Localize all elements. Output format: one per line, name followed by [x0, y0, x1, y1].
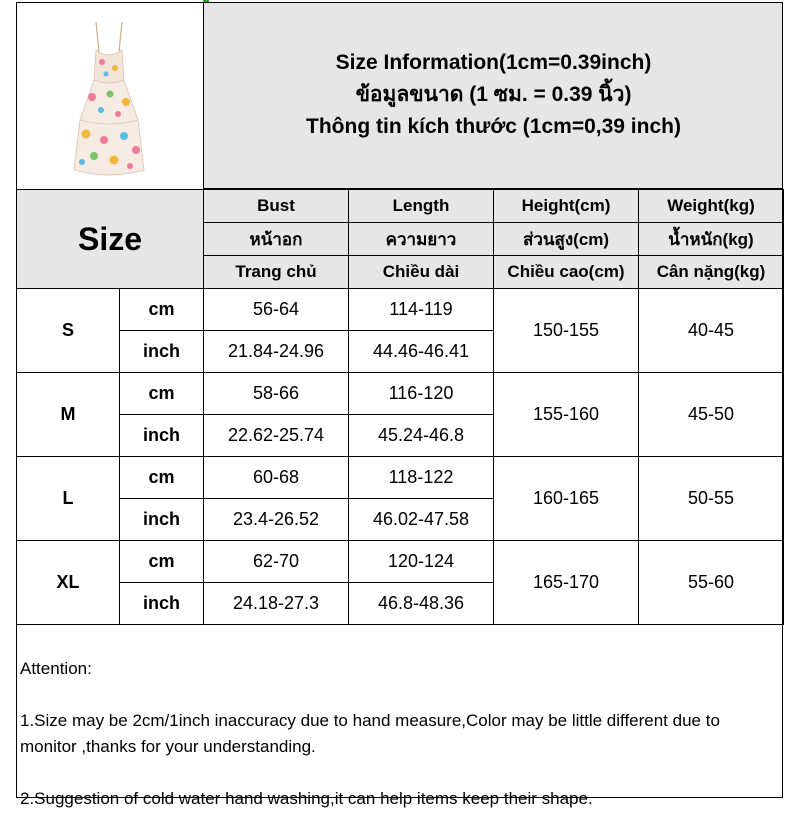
- size-column-header: Size: [17, 190, 204, 289]
- weight-header-vi: Cân nặng(kg): [639, 256, 784, 289]
- weight-header-en: Weight(kg): [639, 190, 784, 223]
- length-inch: 46.02-47.58: [349, 499, 494, 541]
- notes-line-1: 1.Size may be 2cm/1inch inaccuracy due to hand measure,Color may be little different due to monitor ,thanks for your understanding.: [20, 711, 720, 756]
- length-cm: 120-124: [349, 541, 494, 583]
- weight-range: 45-50: [639, 373, 784, 457]
- height-range: 155-160: [494, 373, 639, 457]
- height-range: 150-155: [494, 289, 639, 373]
- bust-header-en: Bust: [204, 190, 349, 223]
- bust-inch: 22.62-25.74: [204, 415, 349, 457]
- weight-header-th: น้ำหนัก(kg): [639, 223, 784, 256]
- unit-inch: inch: [120, 331, 204, 373]
- size-label: M: [17, 373, 120, 457]
- length-header-en: Length: [349, 190, 494, 223]
- height-range: 160-165: [494, 457, 639, 541]
- length-cm: 118-122: [349, 457, 494, 499]
- unit-cm: cm: [120, 373, 204, 415]
- length-inch: 45.24-46.8: [349, 415, 494, 457]
- bust-inch: 24.18-27.3: [204, 583, 349, 625]
- height-range: 165-170: [494, 541, 639, 625]
- length-inch: 44.46-46.41: [349, 331, 494, 373]
- height-header-en: Height(cm): [494, 190, 639, 223]
- length-cm: 116-120: [349, 373, 494, 415]
- weight-range: 40-45: [639, 289, 784, 373]
- size-label: S: [17, 289, 120, 373]
- bust-cm: 58-66: [204, 373, 349, 415]
- notes-line-2: 2.Suggestion of cold water hand washing,it can help items keep their shape.: [20, 789, 593, 808]
- length-header-vi: Chiều dài: [349, 256, 494, 289]
- notes-heading: Attention:: [20, 659, 92, 678]
- length-header-th: ความยาว: [349, 223, 494, 256]
- bust-cm: 60-68: [204, 457, 349, 499]
- weight-range: 50-55: [639, 457, 784, 541]
- bust-cm: 56-64: [204, 289, 349, 331]
- unit-inch: inch: [120, 583, 204, 625]
- weight-range: 55-60: [639, 541, 784, 625]
- unit-cm: cm: [120, 457, 204, 499]
- bust-header-vi: Trang chủ: [204, 256, 349, 289]
- sheet-border: [16, 2, 783, 798]
- bust-header-th: หน้าอก: [204, 223, 349, 256]
- height-header-vi: Chiều cao(cm): [494, 256, 639, 289]
- bust-inch: 21.84-24.96: [204, 331, 349, 373]
- length-cm: 114-119: [349, 289, 494, 331]
- title-vietnamese: Thông tin kích thước (1cm=0,39 inch): [306, 115, 681, 138]
- length-inch: 46.8-48.36: [349, 583, 494, 625]
- title-english: Size Information(1cm=0.39inch): [335, 51, 652, 74]
- unit-cm: cm: [120, 289, 204, 331]
- unit-inch: inch: [120, 499, 204, 541]
- unit-inch: inch: [120, 415, 204, 457]
- height-header-th: ส่วนสูง(cm): [494, 223, 639, 256]
- bust-cm: 62-70: [204, 541, 349, 583]
- unit-cm: cm: [120, 541, 204, 583]
- size-label: L: [17, 457, 120, 541]
- title-thai: ข้อมูลขนาด (1 ซม. = 0.39 นิ้ว): [355, 83, 632, 106]
- bust-inch: 23.4-26.52: [204, 499, 349, 541]
- size-label: XL: [17, 541, 120, 625]
